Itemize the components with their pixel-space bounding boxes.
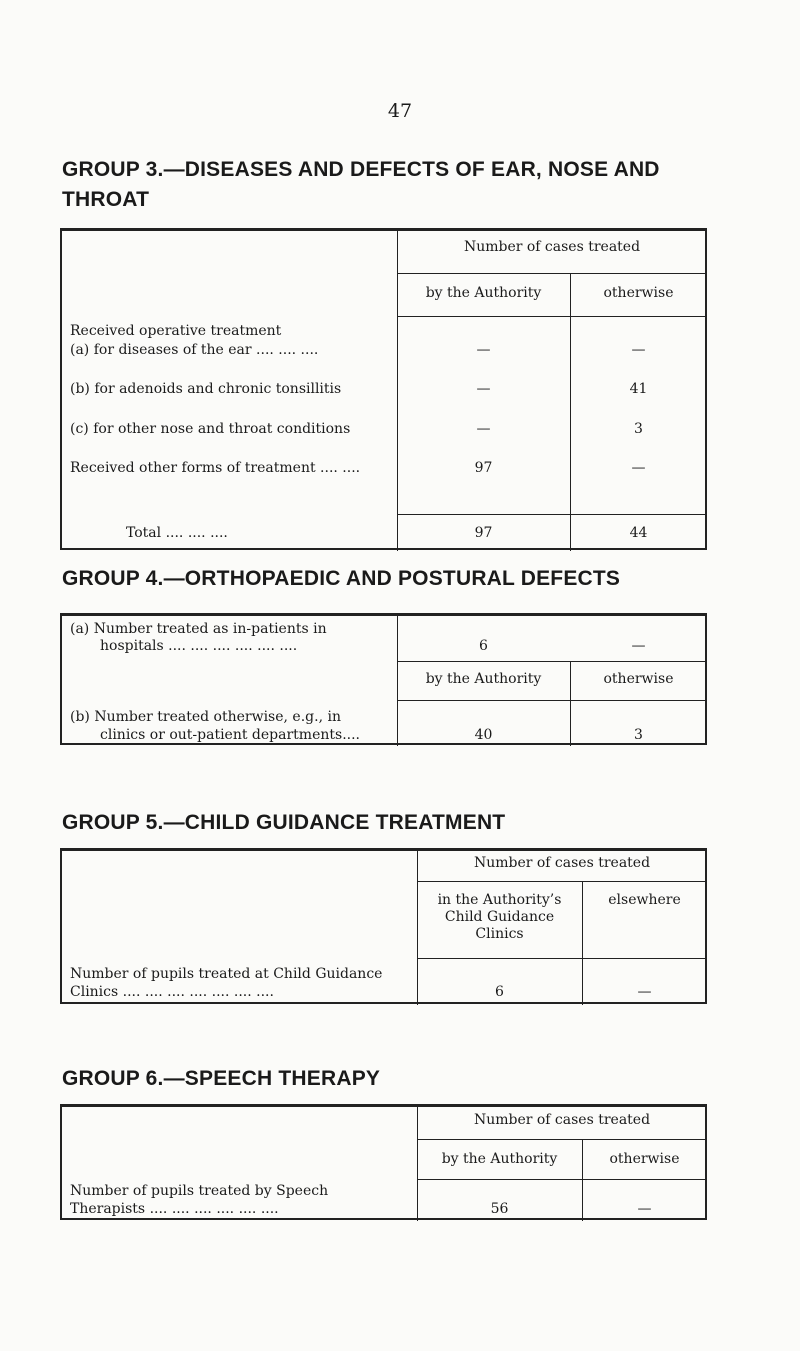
group4-row-b-authority: 40 <box>474 727 493 743</box>
group3-cell: — <box>631 460 646 476</box>
group3-table <box>60 228 707 550</box>
group5-col-authority-line1: in the Authority’s <box>437 892 562 908</box>
group3-total-authority: 97 <box>474 525 493 541</box>
group4-row-a-authority: 6 <box>479 638 488 654</box>
page-number: 47 <box>387 100 413 122</box>
group3-total-label: Total .... .... .... <box>126 525 228 541</box>
group3-title-line2: THROAT <box>62 188 150 211</box>
group3-col-otherwise: otherwise <box>603 285 674 301</box>
group3-cell: — <box>476 421 491 437</box>
group5-title: GROUP 5.—CHILD GUIDANCE TREATMENT <box>62 811 506 834</box>
group3-row-label: Received other forms of treatment .... .... <box>70 460 361 476</box>
group4-row-a-line2: hospitals .... .... .... .... .... .... <box>100 638 298 654</box>
group4-col-authority: by the Authority <box>425 671 542 687</box>
group3-total-otherwise: 44 <box>629 525 648 541</box>
group6-otherwise: — <box>637 1201 652 1217</box>
group5-authority: 6 <box>495 984 504 1000</box>
group5-row-line1: Number of pupils treated at Child Guidance <box>70 966 383 982</box>
group3-cell: — <box>476 342 491 358</box>
group4-row-b-otherwise: 3 <box>634 727 643 743</box>
group6-table <box>60 1104 707 1220</box>
group3-row-label: Received operative treatment <box>70 323 282 339</box>
group6-title: GROUP 6.—SPEECH THERAPY <box>62 1067 381 1090</box>
group6-row-line2: Therapists .... .... .... .... .... .... <box>70 1201 279 1217</box>
group5-elsewhere: — <box>637 984 652 1000</box>
group5-table <box>60 848 707 1004</box>
group4-col-otherwise: otherwise <box>603 671 674 687</box>
group3-cell: 3 <box>634 421 643 437</box>
group4-row-b-line1: (b) Number treated otherwise, e.g., in <box>70 709 341 725</box>
group3-cell: — <box>631 342 646 358</box>
group6-col-authority: by the Authority <box>441 1151 558 1167</box>
group3-row-label: (a) for diseases of the ear .... .... .... <box>70 342 319 358</box>
group3-title-line1: GROUP 3.—DISEASES AND DEFECTS OF EAR, NOSE AND <box>62 158 660 181</box>
group6-authority: 56 <box>490 1201 509 1217</box>
group5-col-authority-line3: Clinics <box>475 926 524 942</box>
group3-row-label: (b) for adenoids and chronic tonsillitis <box>70 381 342 397</box>
group5-row-line2: Clinics .... .... .... .... .... .... .... <box>70 984 274 1000</box>
group3-cell: — <box>476 381 491 397</box>
group4-table <box>60 613 707 745</box>
group3-title <box>62 155 660 215</box>
group4-row-a-line1: (a) Number treated as in-patients in <box>70 621 327 637</box>
group5-header: Number of cases treated <box>473 855 651 871</box>
group4-title: GROUP 4.—ORTHOPAEDIC AND POSTURAL DEFECTS <box>62 567 621 590</box>
group6-col-otherwise: otherwise <box>609 1151 680 1167</box>
group4-row-a-otherwise: — <box>631 638 646 654</box>
group3-header: Number of cases treated <box>463 239 641 255</box>
group6-row-line1: Number of pupils treated by Speech <box>70 1183 329 1199</box>
group3-col-authority: by the Authority <box>425 285 542 301</box>
group3-cell: 41 <box>629 381 648 397</box>
group3-cell: 97 <box>474 460 493 476</box>
group4-row-b-line2: clinics or out-patient departments.... <box>100 727 360 743</box>
group5-col-elsewhere: elsewhere <box>608 892 681 908</box>
group3-row-label: (c) for other nose and throat conditions <box>70 421 351 437</box>
group5-col-authority <box>417 892 582 943</box>
group5-col-authority-line2: Child Guidance <box>444 909 555 925</box>
group6-header: Number of cases treated <box>473 1112 651 1128</box>
